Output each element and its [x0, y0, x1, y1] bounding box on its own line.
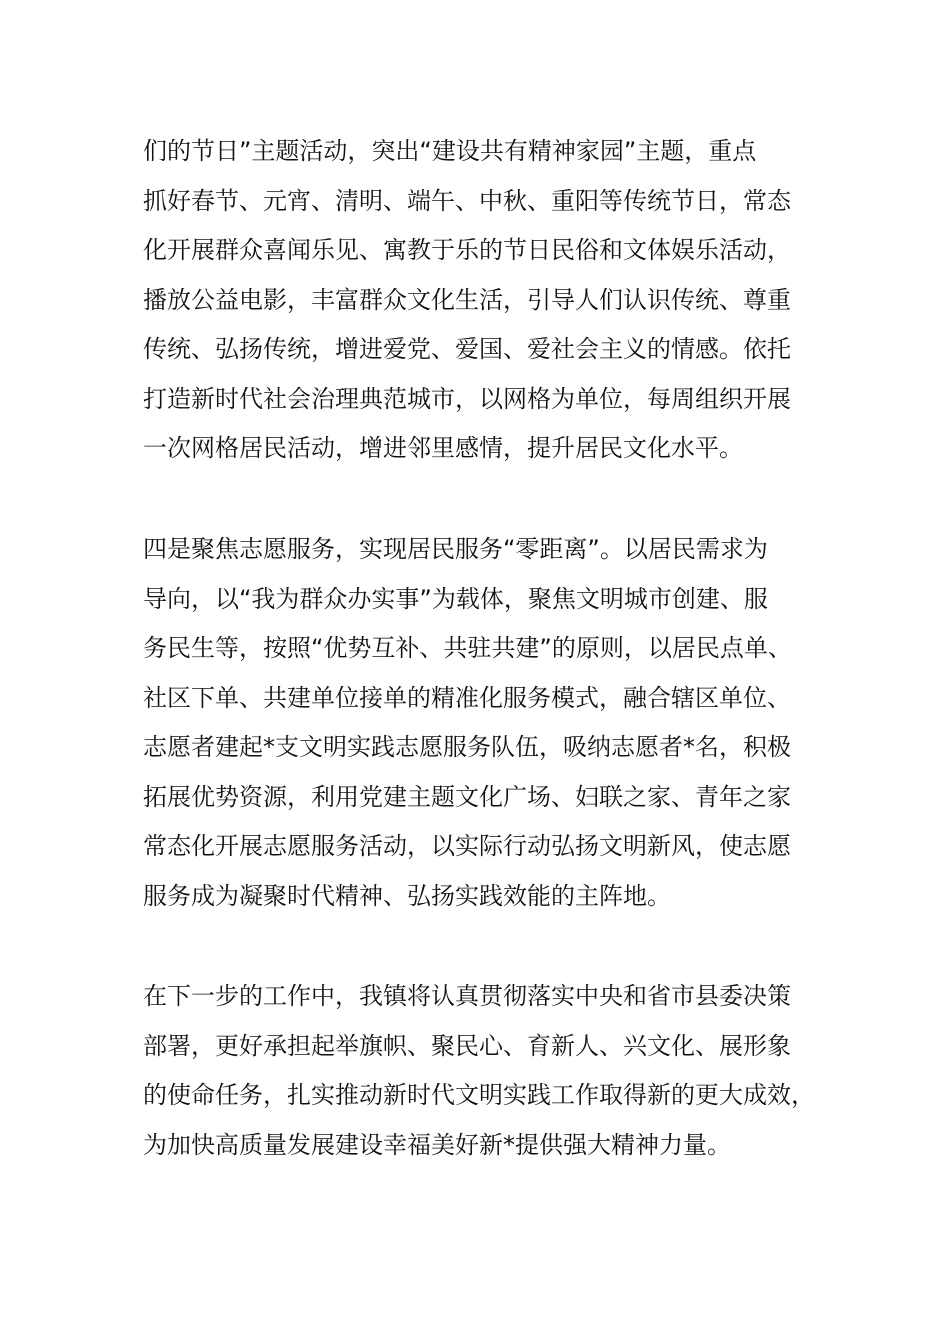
text-line: 化开展群众喜闻乐见、寓教于乐的节日民俗和文体娱乐活动， — [143, 236, 791, 264]
text-line: 播放公益电影，丰富群众文化生活，引导人们认识传统、尊重 — [143, 285, 791, 314]
text-line: 拓展优势资源，利用党建主题文化广场、妇联之家、青年之家 — [143, 782, 791, 811]
text-line: 传统、弘扬传统，增进爱党、爱国、爱社会主义的情感。依托 — [143, 335, 791, 363]
paragraph-volunteer-service — [143, 525, 843, 921]
text-line: 服务成为凝聚时代精神、弘扬实践效能的主阵地。 — [143, 881, 671, 910]
paragraph-next-steps — [143, 972, 843, 1170]
text-line: 为加快高质量发展建设幸福美好新*提供强大精神力量。 — [143, 1130, 731, 1159]
text-line: 们的节日”主题活动，突出“建设共有精神家园”主题，重点 — [143, 137, 757, 165]
text-line: 部署，更好承担起举旗帜、聚民心、育新人、兴文化、展形象 — [143, 1031, 791, 1060]
text-line: 的使命任务，扎实推动新时代文明实践工作取得新的更大成效， — [143, 1081, 815, 1109]
text-line: 四是聚焦志愿服务，实现居民服务“零距离”。以居民需求为 — [143, 535, 768, 563]
text-line: 打造新时代社会治理典范城市，以网格为单位，每周组织开展 — [143, 384, 791, 413]
text-line: 常态化开展志愿服务活动，以实际行动弘扬文明新风，使志愿 — [143, 832, 791, 860]
text-line: 抓好春节、元宵、清明、端午、中秋、重阳等传统节日，常态 — [143, 186, 791, 215]
text-line: 志愿者建起*支文明实践志愿服务队伍，吸纳志愿者*名，积极 — [143, 733, 791, 761]
text-line: 务民生等，按照“优势互补、共驻共建”的原则，以居民点单、 — [143, 634, 792, 662]
paragraph-festival-activities — [143, 127, 843, 474]
text-line: 社区下单、共建单位接单的精准化服务模式，融合辖区单位、 — [143, 683, 791, 712]
text-line: 导向，以“我为群众办实事”为载体，聚焦文明城市创建、服 — [143, 584, 768, 613]
text-line: 一次网格居民活动，增进邻里感情，提升居民文化水平。 — [143, 434, 743, 462]
text-line: 在下一步的工作中，我镇将认真贯彻落实中央和省市县委决策 — [143, 982, 791, 1010]
